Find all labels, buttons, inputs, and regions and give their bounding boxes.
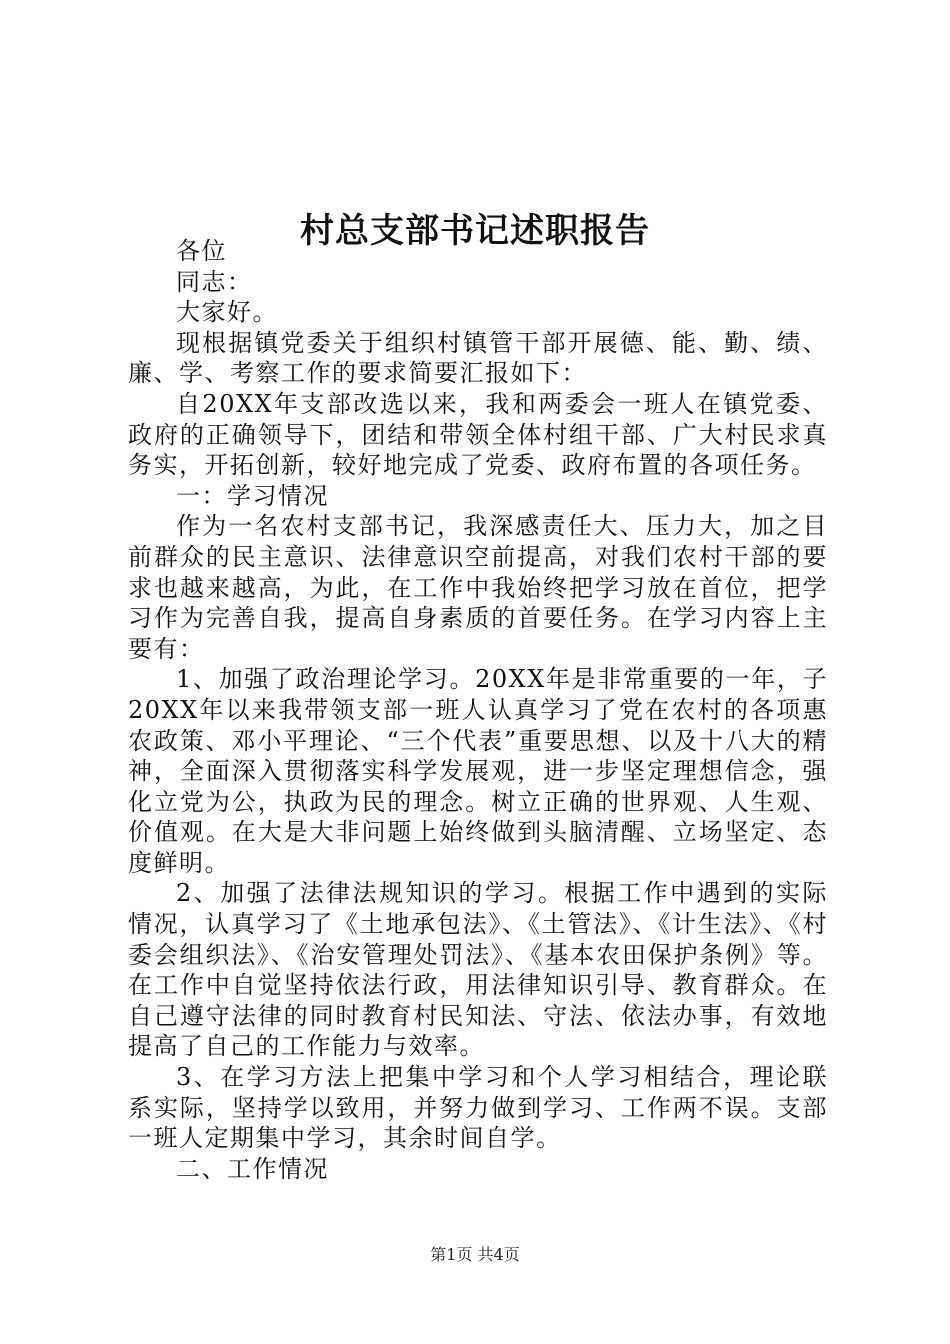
document-body [128, 236, 828, 1184]
paragraph: 各位 [176, 237, 227, 265]
paragraph: 2、加强了法律法规知识的学习。根据工作中遇到的实际情况，认真学习了《土地承包法》、《土管法》、《计生法》、《村委会组织法》、《治安管理处罚法》、《基本农田保护条例》等。在工作中自觉坚持依法行政，用法律知识引导、教育群众。在自己遵守法律的同时教育村民知法、守法、依法办事，有效地提高了自己的工作能力与效率。 [128, 879, 828, 1061]
paragraph: 大家好。 [176, 298, 278, 327]
page-footer: 第1页 共4页 [430, 1245, 520, 1264]
paragraph: 现根据镇党委关于组织村镇管干部开展德、能、勤、绩、廉、学、考察工作的要求简要汇报如下： [128, 328, 828, 388]
section-heading: 一：学习情况 [176, 481, 329, 510]
paragraph: 3、在学习方法上把集中学习和个人学习相结合，理论联系实际，坚持学以致用，并努力做到学习、工作两不误。支部一班人定期集中学习，其余时间自学。 [128, 1063, 828, 1153]
paragraph: 自20XX年支部改选以来，我和两委会一班人在镇党委、政府的正确领导下，团结和带领全体村组干部、广大村民求真务实，开拓创新，较好地完成了党委、政府布置的各项任务。 [128, 389, 828, 480]
paragraph: 同志： [176, 267, 253, 296]
section-heading: 二、工作情况 [176, 1154, 329, 1183]
paragraph: 1、加强了政治理论学习。20XX年是非常重要的一年，子20XX年以来我带领支部一班人认真学习了党在农村的各项惠农政策、邓小平理论、“三个代表”重要思想、以及十八大的精神，全面深入贯彻落实科学发展观，进一步坚定理想信念，强化立党为公，执政为民的理念。树立正确的世界观、人生观、价值观。在大是大非问题上始终做到头脑清醒、立场坚定、态度鲜明。 [128, 665, 828, 877]
paragraph: 作为一名农村支部书记，我深感责任大、压力大，加之目前群众的民主意识、法律意识空前提高，对我们农村干部的要求也越来越高，为此，在工作中我始终把学习放在首位，把学习作为完善自我，提高自身素质的首要任务。在学习内容上主要有： [128, 512, 828, 663]
document-title: 村总支部书记述职报告 [300, 210, 650, 251]
